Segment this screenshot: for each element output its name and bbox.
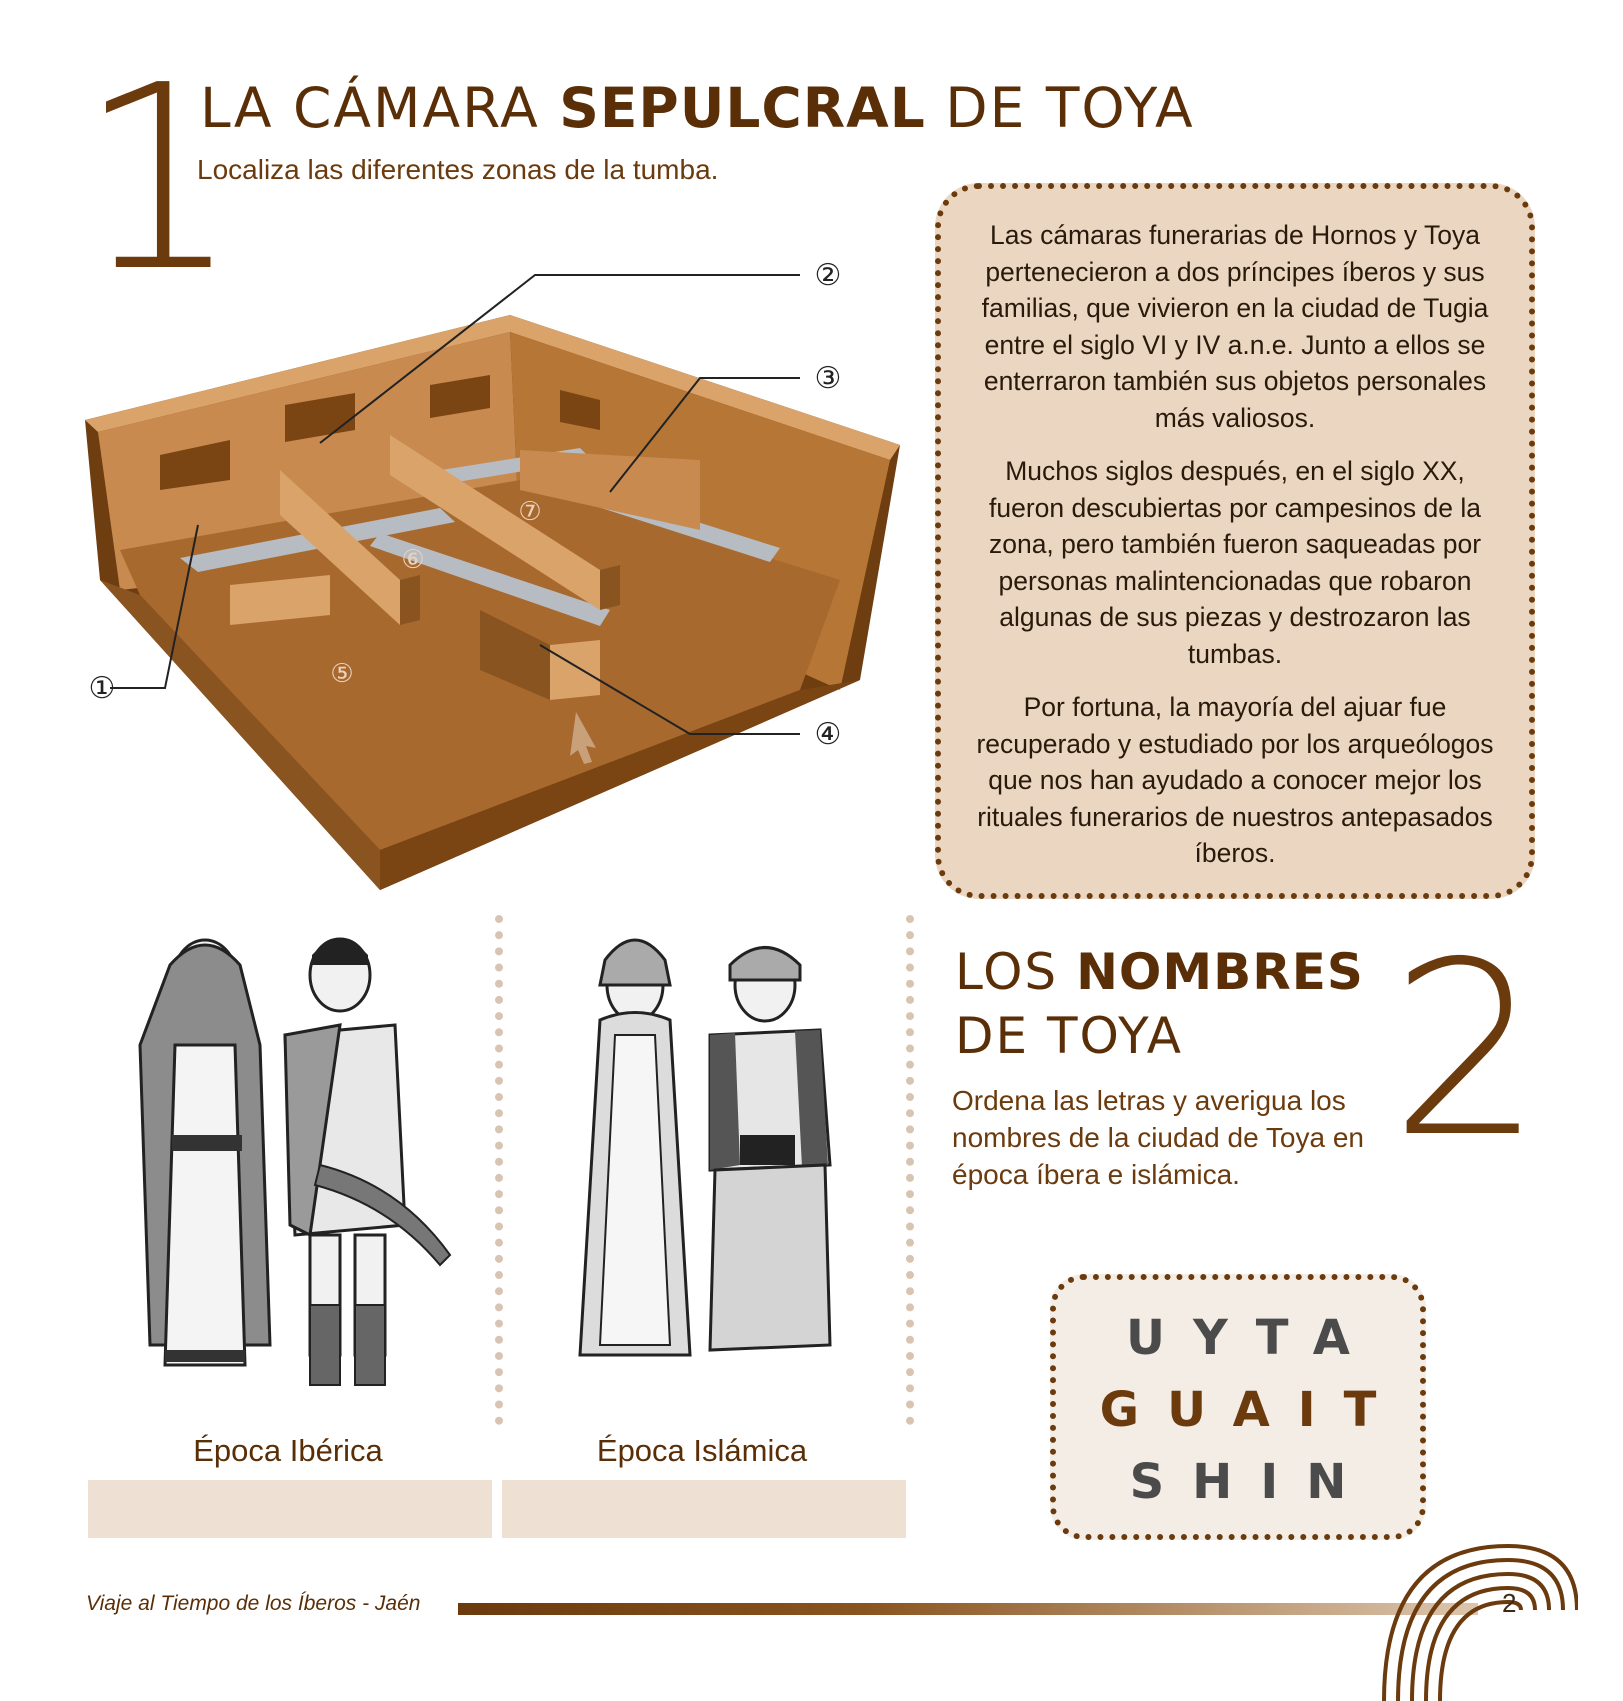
title-text-pre: LOS <box>955 943 1077 1001</box>
islamic-caption: Época Islámica <box>596 1433 808 1468</box>
zone-label-3: ③ <box>814 361 842 396</box>
letter-puzzle-box <box>1050 1274 1426 1540</box>
title-text-bold: SEPULCRAL <box>559 76 926 140</box>
islamic-couple-illustration <box>560 925 860 1415</box>
info-box <box>935 183 1535 899</box>
title-text-post: DE TOYA <box>925 76 1195 140</box>
puzzle-word-3: SHIN <box>1129 1454 1375 1510</box>
info-paragraph: Muchos siglos después, en el siglo XX, fueron descubiertas por campesinos de la zona, pero también fueron saqueadas por personas malintencionadas que robaron algunas de sus piezas y destrozaron las tumbas. <box>988 456 1482 669</box>
zone-label-2: ② <box>814 258 842 293</box>
zone-label-5: ⑤ <box>330 659 354 689</box>
iberian-answer-field[interactable] <box>88 1480 492 1538</box>
islamic-answer-field[interactable] <box>502 1480 906 1538</box>
puzzle-word-1: UYTA <box>1126 1310 1378 1366</box>
footer-bar <box>458 1603 1478 1615</box>
title-text-pre: LA CÁMARA <box>200 76 560 140</box>
iberian-caption: Época Ibérica <box>193 1433 383 1468</box>
iberian-couple-illustration <box>110 925 480 1415</box>
illustration-divider-2 <box>906 915 914 1425</box>
section-2-instructions: Ordena las letras y averigua los nombres de la ciudad de Toya en época íbera e islámica. <box>952 1085 1364 1190</box>
page-number: 2 <box>1502 1588 1517 1618</box>
section-2-number: 2 <box>1390 910 1543 1190</box>
spiral-ornament-icon <box>1378 1540 1578 1701</box>
footer-title: Viaje al Tiempo de los Íberos - Jaén <box>86 1592 421 1615</box>
title-text-bold: NOMBRES <box>1076 943 1364 1001</box>
illustration-divider-1 <box>495 915 503 1425</box>
tomb-diagram <box>80 250 920 900</box>
section-1-subtitle: Localiza las diferentes zonas de la tumba. <box>197 154 719 185</box>
section-1-title <box>200 76 1195 140</box>
zone-label-7: ⑦ <box>518 497 542 527</box>
section-2-title-line-1 <box>955 940 1364 1004</box>
section-2-title <box>955 940 1364 1068</box>
section-1-number: 1 <box>78 31 241 328</box>
puzzle-word-2: GUAIT <box>1099 1382 1405 1438</box>
zone-label-4: ④ <box>814 717 842 752</box>
zone-label-6: ⑥ <box>401 545 425 575</box>
zone-label-1: ① <box>88 671 116 706</box>
info-paragraph: Por fortuna, la mayoría del ajuar fue recuperado y estudiado por los arqueólogos que nos han ayudado a conocer mejor los rituales funerarios de nuestros antepasados íberos. <box>976 692 1494 868</box>
info-paragraph: Las cámaras funerarias de Hornos y Toya pertenecieron a dos príncipes íberos y sus familias, que vivieron en la ciudad de Tugia entre el siglo VI y IV a.n.e. Junto a ellos se enterraron también sus objetos personales más valiosos. <box>981 220 1489 433</box>
section-2-title-line-2: DE TOYA <box>955 1007 1184 1065</box>
